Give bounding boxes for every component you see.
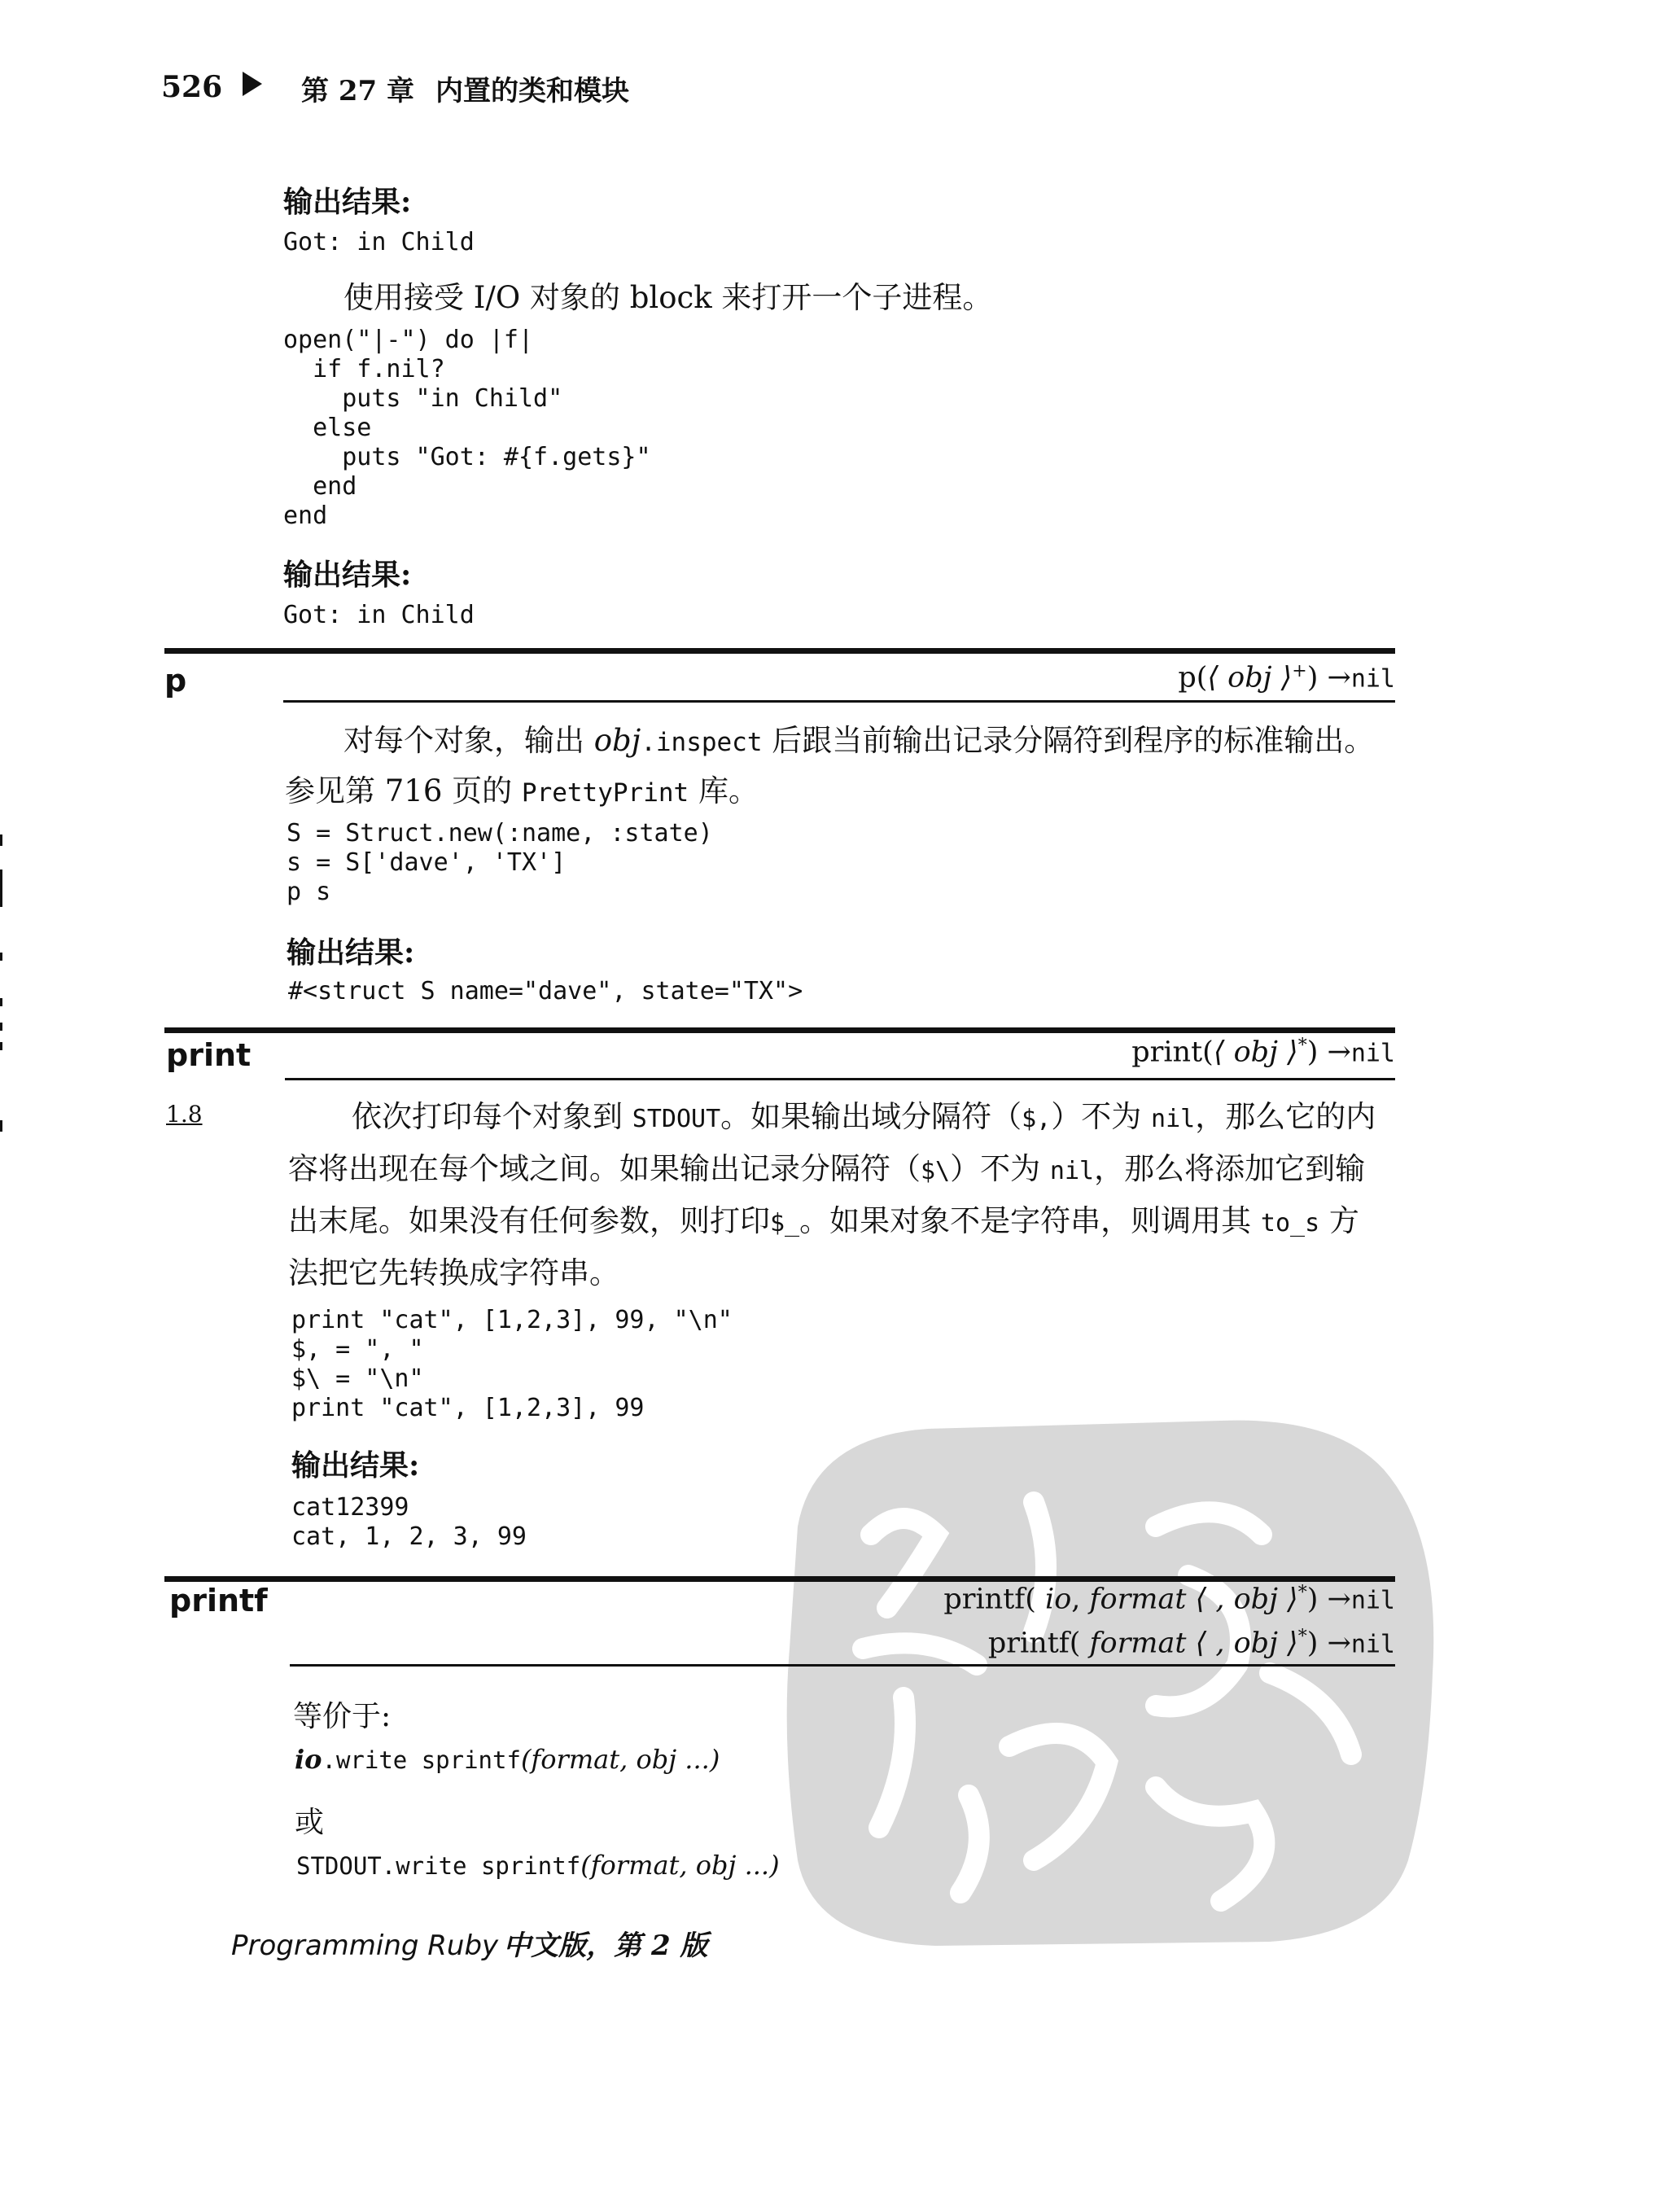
section-rule-thick <box>164 1576 1395 1582</box>
paragraph-line <box>288 1143 1365 1198</box>
text: 参见第 716 页的 <box>285 773 522 808</box>
section-rule-thin <box>285 1078 1395 1080</box>
text: ）不为 <box>950 1151 1050 1186</box>
output-block: cat12399 cat, 1, 2, 3, 99 <box>291 1493 527 1551</box>
sig-suffix: ) → <box>1306 1627 1351 1660</box>
method-signature-printf-io <box>943 1583 1395 1616</box>
sig-sup: * <box>1297 1036 1307 1056</box>
text: obj <box>593 723 641 758</box>
sig-sep: , <box>1071 1583 1090 1616</box>
sig-prefix: printf( <box>943 1583 1046 1616</box>
output-block: #<struct S name="dave", state="TX"> <box>288 977 803 1005</box>
code-inline: nil <box>1151 1105 1196 1133</box>
section-rule-thin <box>283 700 1395 703</box>
text: 出末尾。如果没有任何参数，则打印 <box>288 1203 770 1238</box>
method-signature-printf <box>988 1627 1395 1660</box>
output-label: 输出结果: <box>283 558 412 592</box>
text: ，那么它的内 <box>1195 1099 1376 1134</box>
code-inline: .inspect <box>641 728 763 757</box>
paragraph <box>343 715 1374 769</box>
chapter-title: 内置的类和模块 <box>435 75 629 107</box>
code-inline: $\ <box>921 1157 951 1185</box>
section-rule-thin <box>290 1664 1395 1667</box>
margin-tick <box>0 1042 2 1050</box>
method-signature-p <box>1178 661 1395 694</box>
code-inline: PrettyPrint <box>521 778 689 808</box>
text: 方 <box>1319 1203 1359 1238</box>
margin-tick <box>0 834 2 846</box>
sig-sup: + <box>1292 661 1307 681</box>
paragraph: 使用接受 I/O 对象的 block 来打开一个子进程。 <box>343 280 993 315</box>
header-arrow-icon <box>243 72 262 96</box>
code-inline: nil <box>1049 1157 1095 1185</box>
code-inline: $, <box>1022 1105 1052 1133</box>
text: ，那么将添加它到输 <box>1094 1151 1366 1186</box>
paragraph <box>285 765 759 819</box>
text: 后跟当前输出记录分隔符到程序的标准输出。 <box>762 723 1375 758</box>
paragraph-line <box>288 1195 1359 1250</box>
equiv-expression-io <box>295 1744 720 1775</box>
method-name-p: p <box>164 663 187 699</box>
text: ）不为 <box>1051 1099 1152 1134</box>
chapter-label: 第 27 章 <box>301 75 414 107</box>
io-term: io <box>295 1744 322 1775</box>
sig-return: nil <box>1350 1039 1395 1068</box>
method-name-printf: printf <box>169 1583 268 1618</box>
text: 库。 <box>689 773 759 808</box>
edition: 中文版，第 2 版 <box>503 1929 708 1962</box>
version-marker: 1.8 <box>166 1101 203 1128</box>
args: (format, obj ...) <box>520 1744 720 1775</box>
text: 容将出现在每个域之间。如果输出记录分隔符（ <box>288 1151 921 1186</box>
sig-arg: format <box>1089 1627 1187 1660</box>
sig-sup: * <box>1297 1627 1307 1647</box>
sig-prefix: printf( <box>987 1627 1090 1660</box>
footer <box>231 1923 708 1963</box>
sig-suffix: ) → <box>1306 1583 1351 1616</box>
text: 。如果输出域分隔符（ <box>720 1099 1022 1134</box>
text: 。如果对象不是字符串，则调用其 <box>799 1203 1261 1238</box>
seal-watermark <box>765 1404 1465 1958</box>
code-block: open("|-") do |f| if f.nil? puts "in Child" else puts "Got: #{f.gets}" end end <box>283 326 651 530</box>
sig-arg: ⟨ obj ⟩ <box>1207 661 1293 694</box>
output-label: 输出结果: <box>283 185 412 219</box>
paragraph-line <box>352 1091 1376 1145</box>
sig-return: nil <box>1350 664 1395 694</box>
sig-arg: ⟨ , obj ⟩ <box>1186 1627 1298 1660</box>
code-inline: STDOUT.write sprintf <box>296 1852 581 1880</box>
equiv-expression-stdout <box>296 1850 780 1881</box>
method-signature-print <box>1131 1036 1395 1069</box>
sig-arg: io <box>1045 1583 1072 1616</box>
margin-tick <box>0 1120 2 1132</box>
output-label: 输出结果: <box>287 935 415 970</box>
code-block: S = Struct.new(:name, :state) s = S['dave', 'TX'] p s <box>287 819 713 906</box>
margin-tick <box>0 1023 2 1031</box>
sig-arg: ⟨ obj ⟩ <box>1213 1036 1298 1069</box>
args: (format, obj ...) <box>580 1850 780 1881</box>
output-block: Got: in Child <box>283 228 475 256</box>
sig-suffix: ) → <box>1306 1036 1351 1069</box>
section-rule-thick <box>164 1027 1395 1033</box>
sig-return: nil <box>1350 1630 1395 1659</box>
sig-prefix: p( <box>1178 661 1208 694</box>
margin-tick <box>0 869 2 907</box>
sig-sup: * <box>1297 1583 1307 1603</box>
sig-arg: format <box>1089 1583 1187 1616</box>
margin-tick <box>0 998 2 1006</box>
or-label: 或 <box>295 1806 325 1839</box>
code-inline: to_s <box>1260 1209 1320 1237</box>
section-rule-thick <box>164 648 1395 654</box>
code-inline: STDOUT <box>632 1105 721 1133</box>
book-title: Programming Ruby <box>231 1929 499 1962</box>
output-block: Got: in Child <box>283 601 475 629</box>
output-label: 输出结果: <box>291 1448 420 1483</box>
code-inline: $_ <box>770 1209 800 1237</box>
equiv-label: 等价于: <box>293 1700 392 1733</box>
text: 依次打印每个对象到 <box>352 1099 632 1134</box>
method-name-print: print <box>166 1037 252 1073</box>
text: 对每个对象，输出 <box>343 723 594 758</box>
paragraph-line: 法把它先转换成字符串。 <box>288 1255 619 1290</box>
page-number: 526 <box>161 70 223 104</box>
sig-prefix: print( <box>1131 1036 1214 1069</box>
sig-suffix: ) → <box>1306 661 1351 694</box>
sig-arg: ⟨ , obj ⟩ <box>1186 1583 1298 1616</box>
margin-tick <box>0 953 2 961</box>
code-inline: .write sprintf <box>322 1746 521 1774</box>
code-block: print "cat", [1,2,3], 99, "\n" $, = ", " $\ = "\n" print "cat", [1,2,3], 99 <box>291 1306 733 1422</box>
sig-return: nil <box>1350 1586 1395 1615</box>
